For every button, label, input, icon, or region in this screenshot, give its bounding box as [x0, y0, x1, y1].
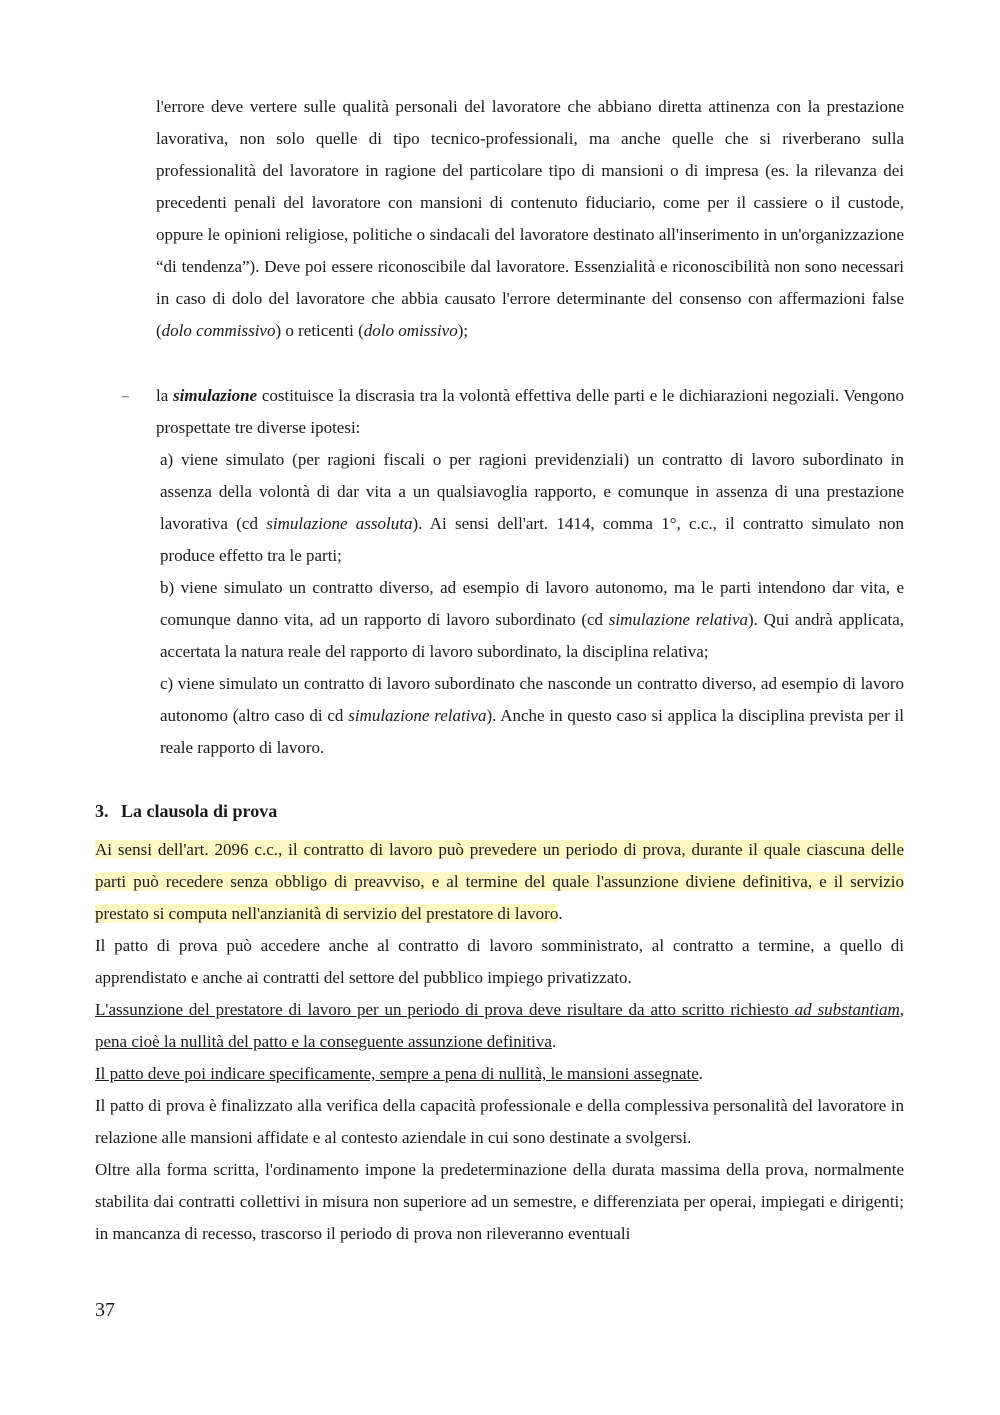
- text-run: );: [457, 321, 469, 340]
- paragraph-atto-scritto: [95, 994, 904, 1058]
- list-item-b-text: [160, 572, 904, 668]
- text-run: dolo commissivo: [161, 321, 276, 340]
- list-item-b: [160, 572, 904, 668]
- text-run: b) viene simulato un contratto diverso, ad esempio di lavoro autonomo, ma le parti intendono dar vita, e comunque danno vita, ad un rapporto di lavoro subordinato (cd: [160, 578, 904, 629]
- paragraph-finalizzato: [95, 1090, 904, 1154]
- text-run: ). Anche in questo caso si applica la disciplina prevista per il reale rapporto di lavoro.: [160, 706, 905, 757]
- section-heading: [95, 797, 277, 825]
- text-run: simulazione relativa: [348, 706, 487, 725]
- text-run: simulazione: [173, 386, 258, 405]
- text-run: ). Qui andrà applicata, accertata la natura reale del rapporto di lavoro subordinato, la disciplina relativa;: [160, 610, 905, 661]
- text-run: simulazione assoluta: [266, 514, 413, 533]
- text-run: l'errore deve vertere sulle qualità personali del lavoratore che abbiano diretta attinenza con la prestazione lavorativa, non solo quelle di tipo tecnico-professionali, ma anche quelle che si riverberano sulla professionalità del lavoratore in ragione del particolare tipo di mansioni o di impresa (es. la rilevanza dei precedenti penali del lavoratore con mansioni di contenuto fiduciario, come per il cassiere o il custode, oppure le opinioni religiose, politiche o sindacali del lavoratore destinato all'inserimento in un'organizzazione “di tendenza”). Deve poi essere riconoscibile dal lavoratore. Essenzialità e riconoscibilità non sono necessari in caso di dolo del lavoratore che abbia causato l'errore determinante del consenso con affermazioni false (: [156, 97, 904, 340]
- text-run: dolo omissivo: [363, 321, 458, 340]
- text-run: simulazione relativa: [608, 610, 749, 629]
- text-run: c) viene simulato un contratto di lavoro subordinato che nasconde un contratto diverso, ad esempio di lavoro autonomo (altro caso di cd: [160, 674, 904, 725]
- list-item-c-text: [160, 668, 904, 764]
- text-run: a) viene simulato (per ragioni fiscali o per ragioni previdenziali) un contratto di lavoro subordinato in assenza della volontà di dar vita a un qualsiavoglia rapporto, e comunque in assenza di una prestazione lavorativa (cd: [160, 450, 904, 533]
- paragraph-mansioni: [95, 1058, 904, 1090]
- list-item-a: [160, 444, 904, 572]
- paragraph-simulazione-text: [156, 380, 904, 444]
- text-run: Il patto di prova può accedere anche al contratto di lavoro somministrato, al contratto a termine, a quello di apprendistato e anche ai contratti del settore del pubblico impiego privatizzato.: [95, 936, 904, 987]
- section-title: La clausola di prova: [121, 801, 278, 821]
- paragraph-errore: [156, 91, 904, 347]
- text-run: .: [558, 904, 563, 923]
- text-run: Ai sensi dell'art. 2096 c.c., il contratto di lavoro può prevedere un periodo di prova, durante il quale ciascuna delle parti può recedere senza obbligo di preavviso, e al termine del quale l'assunzione diviene definitiva, e il servizio prestato si computa nell'anzianità di servizio del prestatore di lavoro: [95, 840, 904, 923]
- list-bullet: –: [122, 389, 129, 404]
- text-run: Oltre alla forma scritta, l'ordinamento impone la predeterminazione della durata massima della prova, normalmente stabilita dai contratti collettivi in misura non superiore ad un semestre, e differenziata per operai, impiegati e dirigenti; in mancanza di recesso, trascorso il periodo di prova non rileveranno eventuali: [95, 1160, 904, 1243]
- paragraph-forma-scritta: [95, 1154, 904, 1250]
- text-run: ). Ai sensi dell'art. 1414, comma 1°, c.c., il contratto simulato non produce effetto tra le parti;: [160, 514, 904, 565]
- paragraph-art-2096: [95, 834, 904, 930]
- text-run: .: [698, 1064, 703, 1083]
- text-run: L'assunzione del prestatore di lavoro per un periodo di prova deve risultare da atto scritto richiesto: [95, 1000, 795, 1019]
- page-number: 37: [95, 1299, 115, 1321]
- text-run: ad substantiam: [794, 1000, 900, 1019]
- text-run: ) o reticenti (: [275, 321, 364, 340]
- paragraph-simulazione: [156, 380, 904, 444]
- text-run: , pena cioè la nullità del patto e la conseguente assunzione definitiva: [95, 1000, 904, 1051]
- paragraph-errore-text: [156, 91, 904, 347]
- text-run: costituisce la discrasia tra la volontà effettiva delle parti e le dichiarazioni negoziali. Vengono prospettate tre diverse ipotesi:: [156, 386, 904, 437]
- paragraph-accedere: [95, 930, 904, 994]
- text-run: Il patto deve poi indicare specificamente, sempre a pena di nullità, le mansioni assegnate: [95, 1064, 699, 1083]
- text-run: la: [156, 386, 174, 405]
- text-run: Il patto di prova è finalizzato alla verifica della capacità professionale e della complessiva personalità del lavoratore in relazione alle mansioni affidate e al contesto aziendale in cui sono destinate a svolgersi.: [95, 1096, 904, 1147]
- list-item-a-text: [160, 444, 904, 572]
- list-item-c: [160, 668, 904, 764]
- body-text: [95, 834, 904, 1250]
- section-number: 3.: [95, 801, 109, 821]
- text-run: .: [551, 1032, 557, 1051]
